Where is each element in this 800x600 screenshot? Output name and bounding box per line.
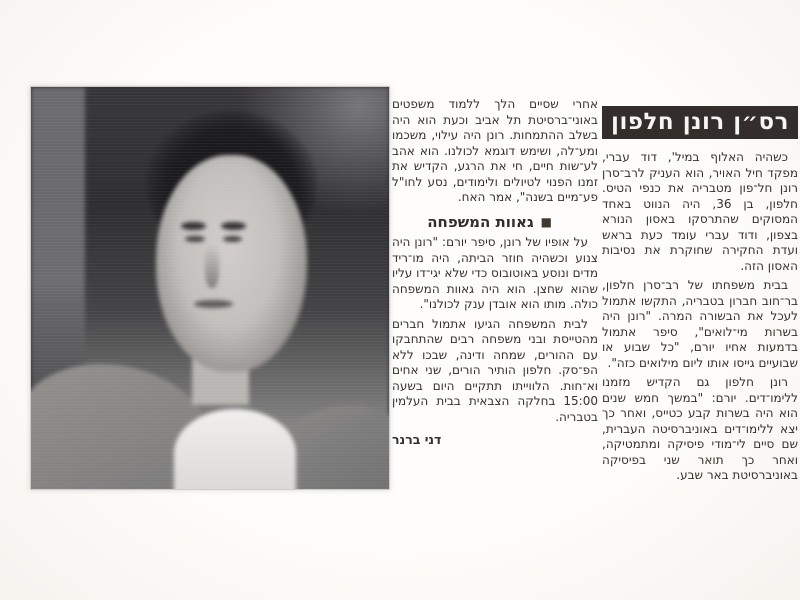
article-column-right <box>602 106 798 488</box>
article-headline: רס״ן רונן חלפון <box>611 108 789 135</box>
headline-bar <box>602 106 798 139</box>
article-paragraph: כשהיה האלוף במיל', דוד עברי, מפקד חיל האויר, הוא העניק לרב־סרן רונן חל־פון מטבריה את כנפי הטיס. חלפון, בן 36, היה הנווט באחד המסוקים שהתרסקו באסון הנורא בצפון, ודוד עברי עומד כעת בראש ועדת החקירה שחוקרת את נסיבות האסון הזה. <box>602 150 799 273</box>
photo-grain-overlay <box>31 87 389 489</box>
article-paragraph: על אופיו של רונן, סיפר יורם: "רונן היה צנוע וכשהיה חוזר הביתה, היה מו־ריד מדים ונוסע באוטובוס כדי שלא יגי־דו עליו שהוא שחצן. הוא היה גאוות המשפחה כולה. מותו הוא אובדן ענק לכולנו". <box>392 235 598 311</box>
article-subhead <box>392 212 552 231</box>
article-column-middle <box>392 97 598 448</box>
article-paragraph: לבית המשפחה הגיעו אתמול חברים מהטייסת ובני משפחה רבים שהתחבקו עם ההורים, שמחה ודינה, שבכו ללא הפ־סק. חלפון הותיר הורים, שני אחים וא־חות. הלווייתו תתקיים היום בשעה 15:00 בחלקה הצבאית בבית העלמין בטבריה. <box>392 316 598 424</box>
article-subhead-label: גאוות המשפחה <box>427 212 534 231</box>
portrait-photo <box>30 86 390 490</box>
article-paragraph: בבית משפחתו של רב־סרן חלפון, בר־חוב חברון בטבריה, התקשו אתמול לעכל את הבשורה המרה. "רונן היה בשרות מי־לואים", סיפר אתמול בדמעות אחיו יורם, "כל שבוע או שבועיים גייסו אותו ליום מילואים כזה". <box>602 278 798 370</box>
article-paragraph: אחרי שסיים הלך ללמוד משפטים באוני־ברסיטת תל אביב וכעת הוא היה בשלב ההתמחות. רונן היה עילוי, משכמו ומע־לה, ושימש דוגמא לכולנו. הוא אהב לע־שות חיים, חי את הרגע, הקדיש את זמנו הפנוי לטיולים ולימודים, נסע לחו"ל פע־מיים בשנה", אמר האח. <box>392 97 598 204</box>
article-byline: דני ברנר <box>392 432 442 447</box>
square-bullet-icon: ■ <box>540 215 552 230</box>
article-paragraph: רונן חלפון גם הקדיש מזמנו ללימו־דים. יורם: "במשך חמש שנים הוא היה בשרות קבע כטייס, ואחר כך יצא ללימו־דים באוניברסיטה העברית, שם סיים לי־מודי פיסיקה ומתמטיקה, ואחר כך תואר שני בפיסיקה באוניברסיטת באר שבע. <box>602 375 798 482</box>
